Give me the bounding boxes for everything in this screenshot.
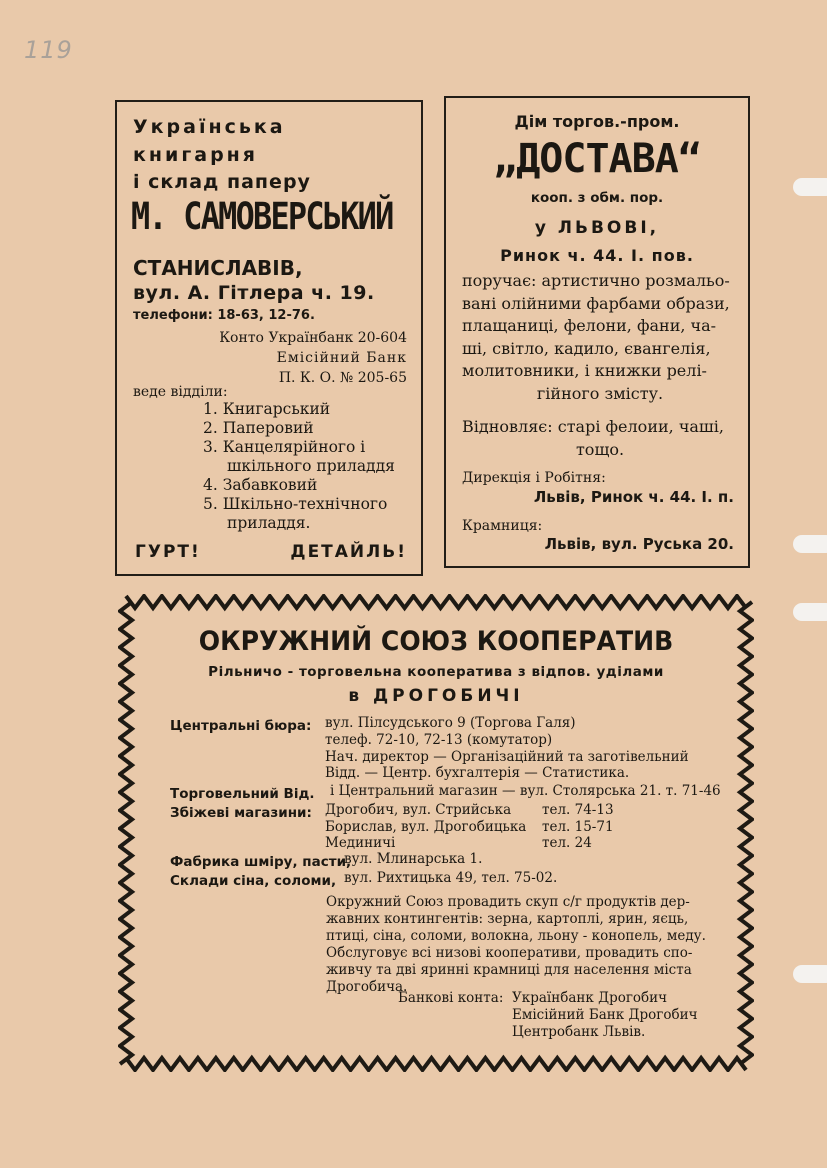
company-name: „ДОСТАВА“ (493, 136, 701, 182)
text-line: Нач. директор — Організаційний та заготівельний (325, 749, 689, 765)
ad-line: кооп. з обм. пор. (530, 190, 664, 206)
list-item: 5. Шкільно-технічного (203, 495, 388, 513)
text-line: ші, світло, кадило, євангелія, (462, 338, 711, 358)
list-item: 4. Забавковий (203, 476, 318, 494)
list-item: 3. Канцелярійного і (203, 438, 366, 456)
shop-address: Львів, вул. Руська 20. (544, 535, 734, 553)
ad-line: Українська (133, 116, 286, 138)
restore-text (462, 416, 738, 461)
dostava-ad (444, 96, 750, 568)
bookstore-ad (115, 100, 423, 576)
cooperative-ad (118, 594, 754, 1072)
account-line: Конто Українбанк 20-604 (219, 330, 407, 346)
directorate-label: Дирекція і Робітня: (462, 470, 606, 486)
street: вул. А. Гітлера ч. 19. (133, 282, 375, 304)
shop-label: Крамниця: (462, 518, 543, 534)
address: Ринок ч. 44. І. пов. (500, 246, 694, 265)
text-line: Центробанк Львів. (512, 1024, 646, 1040)
text-line: Емісійний Банк Дрогобич (512, 1007, 698, 1023)
text-line: Дрогобича. (326, 979, 408, 995)
trade-label: Торговельний Від. (170, 786, 315, 802)
text-line: Відд. — Центр. бухгалтерія — Статистика. (325, 765, 630, 781)
punch-hole (793, 535, 827, 553)
bank-label: Банкові конта: (398, 990, 504, 1006)
page-number: 119 (24, 36, 73, 64)
punch-hole (793, 603, 827, 621)
text-line: плащаниці, фелони, фани, ча- (462, 316, 717, 335)
text-line: Українбанк Дрогобич (512, 990, 668, 1006)
account-line: Емісійний Банк (276, 350, 407, 366)
ad-line: і склад паперу (133, 171, 311, 193)
text-line: тел. 15-71 (542, 819, 614, 835)
text-line: птиці, сіна, соломи, волокна, льону - конопель, меду. (326, 928, 706, 944)
list-item: 1. Книгарський (203, 400, 331, 418)
text-line: жавних контингентів: зерна, картоплі, ярин, яєць, (326, 911, 689, 927)
hay-label: Склади сіна, соломи, (170, 873, 337, 889)
offer-text (462, 270, 738, 405)
punch-hole (793, 965, 827, 983)
text-line: Обслуговує всі низові кооперативи, провадить спо- (326, 945, 693, 961)
text-line: телеф. 72-10, 72-13 (комутатор) (325, 732, 553, 748)
text-line: і Центральний магазин — вул. Столярська 21. т. 71-46 (330, 783, 721, 799)
owner-name: М. САМОВЕРСЬКИЙ (131, 195, 393, 238)
text-line: гійного змісту. (536, 383, 664, 403)
text-line: вул. Млинарська 1. (344, 851, 483, 867)
list-item: приладдя. (227, 514, 311, 532)
account-line: П. К. О. № 205-65 (278, 370, 407, 386)
ad-subtitle: Рільничо - торговельна кооператива з відпов. уділами (208, 664, 664, 680)
factory-label: Фабрика шміру, пасти, (170, 854, 352, 870)
central-label: Центральні бюра: (170, 718, 312, 734)
text-line: Окружний Союз провадить скуп с/г продуктів дер- (326, 894, 690, 910)
city: у ЛЬВОВІ, (534, 218, 660, 238)
ad-line: книгарня (133, 144, 259, 166)
text-line: тощо. (575, 439, 625, 459)
city: СТАНИСЛАВІВ, (133, 256, 303, 280)
text-line: вул. Пілсудського 9 (Торгова Галя) (325, 715, 576, 731)
city: в ДРОГОБИЧІ (348, 686, 524, 706)
phones: телефони: 18-63, 12-76. (133, 308, 315, 323)
text-line: Відновляє: старі фелоии, чаші, (462, 417, 725, 436)
retail-label: ДЕТАЙЛЬ! (290, 542, 407, 562)
departments-list (203, 400, 395, 533)
grain-label: Збіжеві магазини: (170, 805, 312, 821)
directorate-address: Львів, Ринок ч. 44. І. п. (533, 488, 734, 506)
punch-hole (793, 178, 827, 196)
ad-title: ОКРУЖНИЙ СОЮЗ КООПЕРАТИВ (198, 626, 674, 657)
text-line: живчу та дві яринні крамниці для населення міста (326, 962, 692, 978)
text-line: поручає: артистично розмальо- (462, 271, 730, 290)
text-line: Борислав, вул. Дрогобицька (325, 819, 527, 835)
text-line: вані олійними фарбами образи, (462, 293, 730, 313)
ad-line: Дім торгов.-пром. (514, 112, 680, 131)
text-line: Дрогобич, вул. Стрийська (325, 802, 512, 818)
wholesale-label: ГУРТ! (135, 542, 201, 562)
text-line: молитовники, і книжки релі- (462, 361, 707, 380)
text-line: Мединичі (325, 835, 396, 851)
text-line: тел. 24 (542, 835, 592, 851)
text-line: тел. 74-13 (542, 802, 614, 818)
departments-label: веде відділи: (133, 384, 228, 400)
list-item: 2. Паперовий (203, 419, 314, 437)
text-line: вул. Рихтицька 49, тел. 75-02. (344, 870, 558, 886)
list-item: шкільного приладдя (227, 457, 395, 475)
